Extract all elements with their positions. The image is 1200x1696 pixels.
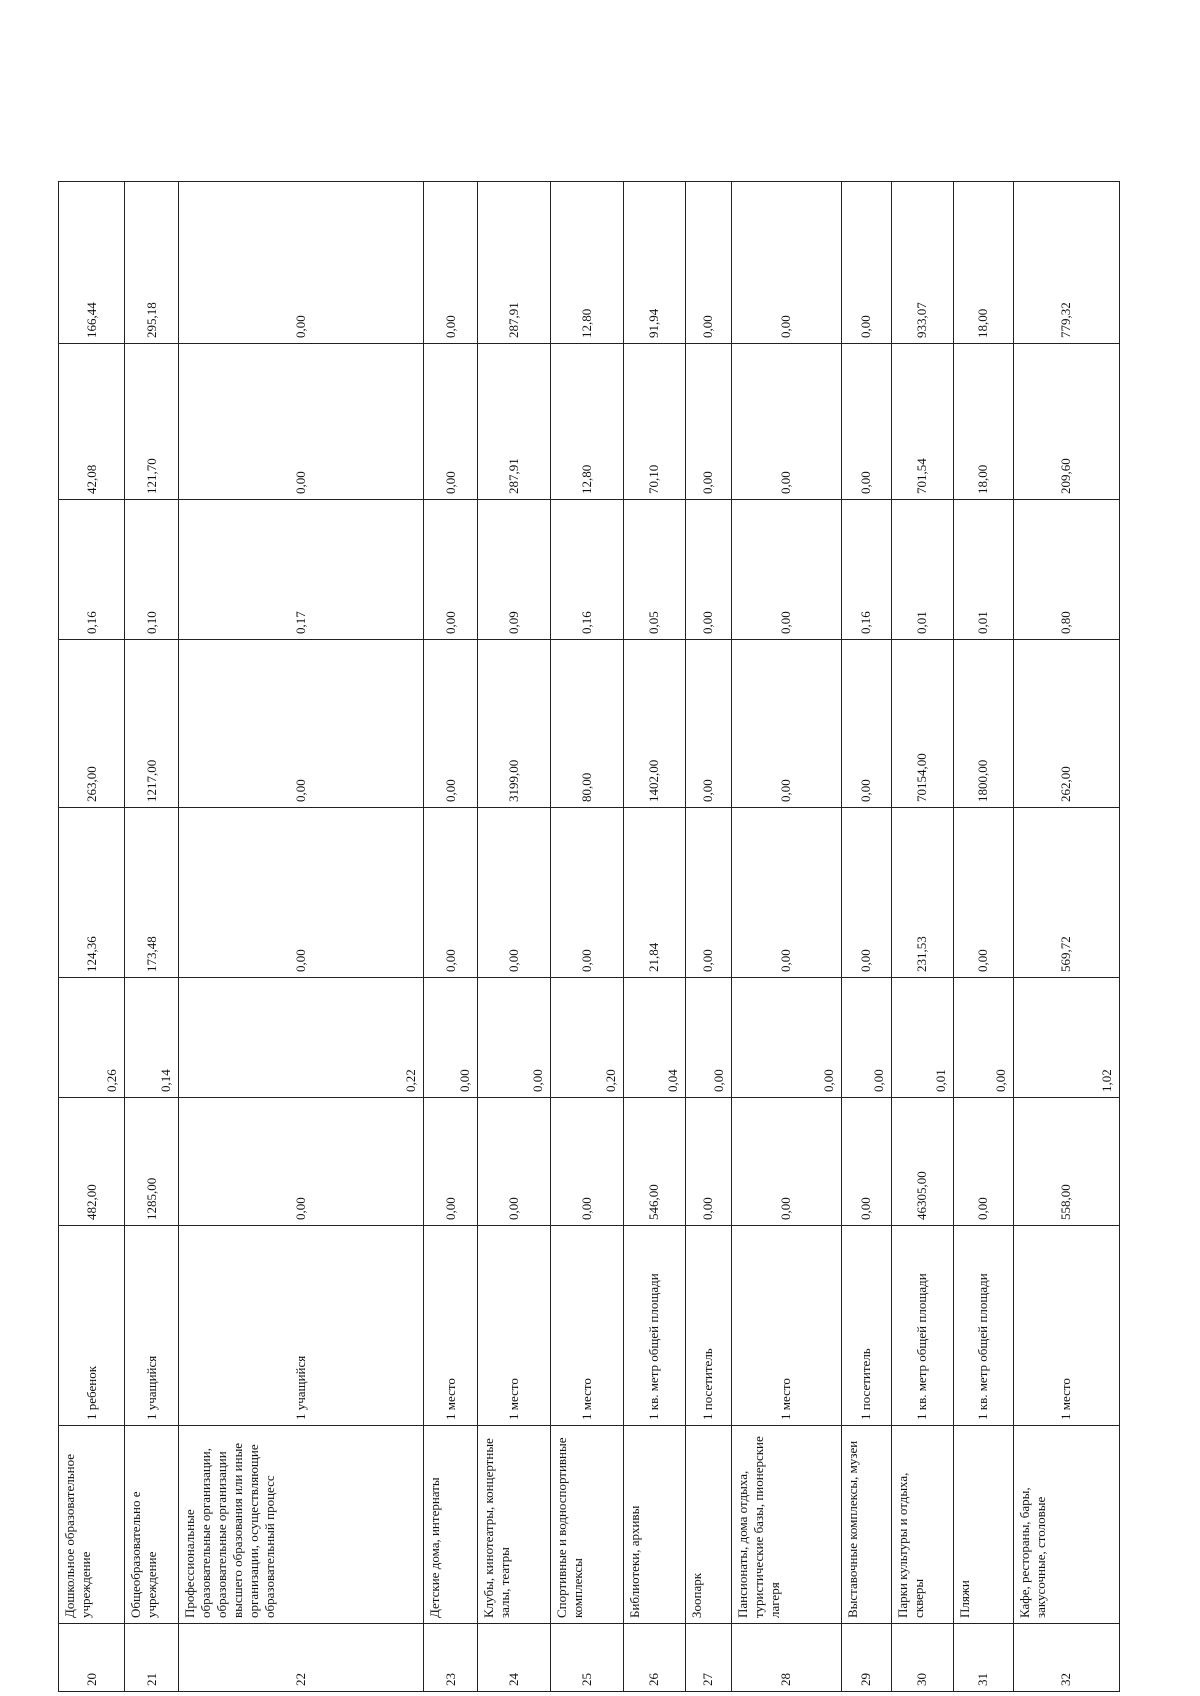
value-1-cell: 46305,00 <box>891 1098 953 1226</box>
value-4-cell: 0,00 <box>731 640 841 808</box>
unit-of-measure-cell: 1 кв. метр общей площади <box>953 1226 1013 1426</box>
value-2-cell: 0,14 <box>125 978 179 1098</box>
value-6-cell: 0,00 <box>841 344 891 500</box>
value-2-cell: 1,02 <box>1013 978 1119 1098</box>
value-6-cell: 0,00 <box>179 344 424 500</box>
value-3-cell: 0,00 <box>551 808 624 978</box>
value-1-cell: 0,00 <box>953 1098 1013 1226</box>
value-4-cell: 1800,00 <box>953 640 1013 808</box>
unit-of-measure-cell: 1 место <box>551 1226 624 1426</box>
value-3-cell: 0,00 <box>685 808 731 978</box>
value-7-cell: 933,07 <box>891 182 953 344</box>
value-1-cell: 1285,00 <box>125 1098 179 1226</box>
object-name-cell: Клубы, кинотеатры, концертные залы, театры <box>478 1426 551 1624</box>
value-5-cell: 0,10 <box>125 500 179 640</box>
value-1-cell: 0,00 <box>179 1098 424 1226</box>
value-3-cell: 0,00 <box>953 808 1013 978</box>
value-2-cell: 0,00 <box>953 978 1013 1098</box>
value-1-cell: 0,00 <box>841 1098 891 1226</box>
value-7-cell: 0,00 <box>731 182 841 344</box>
unit-of-measure-cell: 1 учащийся <box>179 1226 424 1426</box>
value-7-cell: 166,44 <box>59 182 125 344</box>
value-2-cell: 0,00 <box>424 978 478 1098</box>
value-2-cell: 0,00 <box>685 978 731 1098</box>
object-name-cell: Общеобразовательно е учреждение <box>125 1426 179 1624</box>
value-3-cell: 0,00 <box>731 808 841 978</box>
value-5-cell: 0,00 <box>731 500 841 640</box>
value-2-cell: 0,04 <box>623 978 685 1098</box>
value-6-cell: 0,00 <box>731 344 841 500</box>
row-number-cell: 30 <box>891 1624 953 1692</box>
value-6-cell: 12,80 <box>551 344 624 500</box>
row-number-cell: 22 <box>179 1624 424 1692</box>
value-1-cell: 0,00 <box>551 1098 624 1226</box>
table-row <box>1013 182 1119 1692</box>
value-6-cell: 287,91 <box>478 344 551 500</box>
table-row <box>891 182 953 1692</box>
value-1-cell: 0,00 <box>731 1098 841 1226</box>
value-7-cell: 0,00 <box>685 182 731 344</box>
value-6-cell: 209,60 <box>1013 344 1119 500</box>
value-2-cell: 0,00 <box>841 978 891 1098</box>
value-5-cell: 0,09 <box>478 500 551 640</box>
table-row <box>424 182 478 1692</box>
value-4-cell: 0,00 <box>685 640 731 808</box>
unit-of-measure-cell: 1 кв. метр общей площади <box>891 1226 953 1426</box>
table-row <box>179 182 424 1692</box>
value-4-cell: 0,00 <box>841 640 891 808</box>
value-7-cell: 0,00 <box>179 182 424 344</box>
object-name-cell: Библиотеки, архивы <box>623 1426 685 1624</box>
row-number-cell: 31 <box>953 1624 1013 1692</box>
object-name-cell: Выставочные комплексы, музеи <box>841 1426 891 1624</box>
value-5-cell: 0,00 <box>424 500 478 640</box>
row-number-cell: 23 <box>424 1624 478 1692</box>
object-name-cell: Дошкольное образовательное учреждение <box>59 1426 125 1624</box>
row-number-cell: 26 <box>623 1624 685 1692</box>
value-5-cell: 0,16 <box>59 500 125 640</box>
unit-of-measure-cell: 1 посетитель <box>685 1226 731 1426</box>
row-number-cell: 29 <box>841 1624 891 1692</box>
object-name-cell: Спортивные и водноспортивные комплексы <box>551 1426 624 1624</box>
value-6-cell: 70,10 <box>623 344 685 500</box>
row-number-cell: 20 <box>59 1624 125 1692</box>
value-5-cell: 0,16 <box>551 500 624 640</box>
value-6-cell: 0,00 <box>685 344 731 500</box>
unit-of-measure-cell: 1 место <box>424 1226 478 1426</box>
value-5-cell: 0,17 <box>179 500 424 640</box>
unit-of-measure-cell: 1 место <box>1013 1226 1119 1426</box>
unit-of-measure-cell: 1 кв. метр общей площади <box>623 1226 685 1426</box>
data-table <box>58 181 1120 1692</box>
table-row <box>731 182 841 1692</box>
value-7-cell: 295,18 <box>125 182 179 344</box>
rotated-table-wrapper <box>58 182 1120 1692</box>
object-name-cell: Пляжи <box>953 1426 1013 1624</box>
value-1-cell: 482,00 <box>59 1098 125 1226</box>
value-2-cell: 0,00 <box>731 978 841 1098</box>
value-3-cell: 124,36 <box>59 808 125 978</box>
value-3-cell: 21,84 <box>623 808 685 978</box>
value-5-cell: 0,80 <box>1013 500 1119 640</box>
value-2-cell: 0,01 <box>891 978 953 1098</box>
object-name-cell: Зоопарк <box>685 1426 731 1624</box>
object-name-cell: Парки культуры и отдыха, скверы <box>891 1426 953 1624</box>
object-name-cell: Профессиональные образовательные организации, образовательные организации высшего образования или иные организации, осуществляющие образовательный процесс <box>179 1426 424 1624</box>
value-6-cell: 701,54 <box>891 344 953 500</box>
object-name-cell: Пансионаты, дома отдыха, туристические базы, пионерские лагеря <box>731 1426 841 1624</box>
table-row <box>125 182 179 1692</box>
value-5-cell: 0,16 <box>841 500 891 640</box>
value-3-cell: 0,00 <box>478 808 551 978</box>
value-6-cell: 18,00 <box>953 344 1013 500</box>
value-7-cell: 779,32 <box>1013 182 1119 344</box>
object-name-cell: Детские дома, интернаты <box>424 1426 478 1624</box>
row-number-cell: 21 <box>125 1624 179 1692</box>
table-row <box>478 182 551 1692</box>
value-2-cell: 0,00 <box>478 978 551 1098</box>
table-row <box>685 182 731 1692</box>
row-number-cell: 28 <box>731 1624 841 1692</box>
unit-of-measure-cell: 1 посетитель <box>841 1226 891 1426</box>
value-4-cell: 3199,00 <box>478 640 551 808</box>
value-6-cell: 0,00 <box>424 344 478 500</box>
value-5-cell: 0,05 <box>623 500 685 640</box>
value-1-cell: 0,00 <box>685 1098 731 1226</box>
value-3-cell: 0,00 <box>841 808 891 978</box>
table-row <box>551 182 624 1692</box>
table-body <box>59 182 1120 1692</box>
value-4-cell: 0,00 <box>179 640 424 808</box>
row-number-cell: 27 <box>685 1624 731 1692</box>
value-5-cell: 0,01 <box>891 500 953 640</box>
object-name-cell: Кафе, рестораны, бары, закусочные, столовые <box>1013 1426 1119 1624</box>
value-1-cell: 558,00 <box>1013 1098 1119 1226</box>
value-3-cell: 231,53 <box>891 808 953 978</box>
value-4-cell: 0,00 <box>424 640 478 808</box>
value-4-cell: 1217,00 <box>125 640 179 808</box>
value-5-cell: 0,00 <box>685 500 731 640</box>
value-2-cell: 0,26 <box>59 978 125 1098</box>
value-3-cell: 569,72 <box>1013 808 1119 978</box>
value-7-cell: 91,94 <box>623 182 685 344</box>
value-1-cell: 546,00 <box>623 1098 685 1226</box>
value-6-cell: 42,08 <box>59 344 125 500</box>
row-number-cell: 24 <box>478 1624 551 1692</box>
unit-of-measure-cell: 1 ребенок <box>59 1226 125 1426</box>
value-1-cell: 0,00 <box>478 1098 551 1226</box>
value-4-cell: 1402,00 <box>623 640 685 808</box>
value-7-cell: 18,00 <box>953 182 1013 344</box>
value-2-cell: 0,20 <box>551 978 624 1098</box>
value-7-cell: 0,00 <box>841 182 891 344</box>
value-2-cell: 0,22 <box>179 978 424 1098</box>
value-7-cell: 12,80 <box>551 182 624 344</box>
value-5-cell: 0,01 <box>953 500 1013 640</box>
table-row <box>59 182 125 1692</box>
value-3-cell: 0,00 <box>424 808 478 978</box>
value-4-cell: 263,00 <box>59 640 125 808</box>
table-row <box>841 182 891 1692</box>
value-4-cell: 70154,00 <box>891 640 953 808</box>
value-1-cell: 0,00 <box>424 1098 478 1226</box>
value-4-cell: 262,00 <box>1013 640 1119 808</box>
row-number-cell: 25 <box>551 1624 624 1692</box>
table-row <box>623 182 685 1692</box>
unit-of-measure-cell: 1 место <box>478 1226 551 1426</box>
row-number-cell: 32 <box>1013 1624 1119 1692</box>
value-3-cell: 0,00 <box>179 808 424 978</box>
unit-of-measure-cell: 1 место <box>731 1226 841 1426</box>
unit-of-measure-cell: 1 учащийся <box>125 1226 179 1426</box>
value-3-cell: 173,48 <box>125 808 179 978</box>
value-7-cell: 0,00 <box>424 182 478 344</box>
value-6-cell: 121,70 <box>125 344 179 500</box>
value-7-cell: 287,91 <box>478 182 551 344</box>
value-4-cell: 80,00 <box>551 640 624 808</box>
table-row <box>953 182 1013 1692</box>
